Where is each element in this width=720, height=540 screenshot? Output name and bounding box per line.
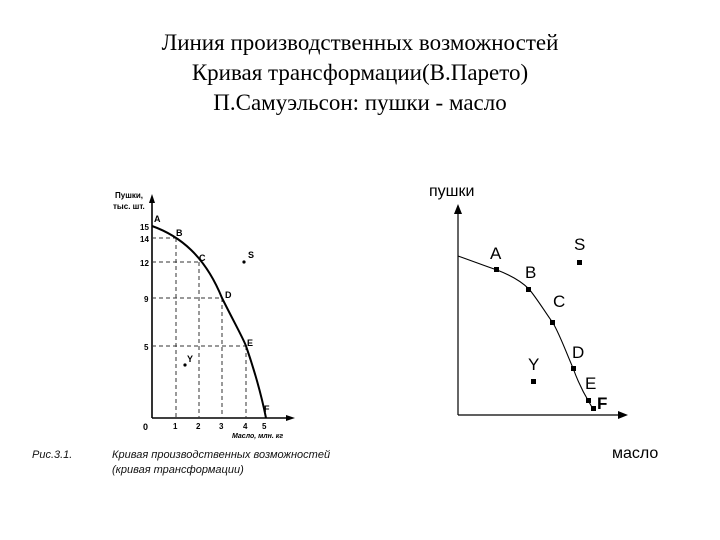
- right-x-arrow: [618, 411, 628, 419]
- left-point-a-label: A: [154, 214, 161, 224]
- right-point-c: [550, 320, 555, 325]
- left-y-axis-label-1: Пушки,: [115, 191, 144, 200]
- right-point-f: [591, 406, 596, 411]
- right-point-a-label: A: [490, 244, 502, 263]
- left-y-tick-5: 5: [144, 343, 149, 352]
- right-point-a: [494, 267, 499, 272]
- left-x-axis-label: Масло, млн. кг: [232, 433, 284, 440]
- right-point-b: [526, 287, 531, 292]
- left-x-arrow: [286, 415, 295, 421]
- left-y-tick-15: 15: [140, 223, 149, 232]
- left-origin-label: 0: [143, 422, 149, 432]
- left-x-tick-1: 1: [173, 422, 178, 431]
- right-point-y-label: Y: [528, 355, 540, 374]
- figure-caption-line-1: Кривая производственных возможностей: [112, 449, 331, 461]
- right-y-arrow: [454, 204, 462, 214]
- figure-caption-number: Рис.3.1.: [32, 449, 73, 461]
- left-y-tick-12: 12: [140, 259, 149, 268]
- right-point-b-label: B: [525, 263, 537, 282]
- right-point-y: [531, 379, 536, 384]
- right-point-f-label: F: [597, 394, 608, 413]
- left-dashed-grid: [152, 238, 246, 418]
- left-x-tick-5: 5: [262, 422, 267, 431]
- title-line-2: Кривая трансформации(В.Парето): [191, 60, 529, 85]
- left-point-c-label: C: [199, 253, 206, 263]
- right-point-s: [577, 260, 582, 265]
- right-point-c-label: C: [553, 292, 566, 311]
- left-point-e-label: E: [247, 338, 254, 348]
- left-ppf-chart: [113, 191, 295, 440]
- right-x-axis-label: масло: [612, 445, 659, 462]
- left-point-y-label: Y: [187, 354, 194, 364]
- right-point-d-label: D: [572, 343, 585, 362]
- left-y-tick-14: 14: [140, 235, 149, 244]
- left-x-tick-3: 3: [219, 422, 224, 431]
- left-y-tick-9: 9: [144, 295, 149, 304]
- right-point-e-label: E: [585, 374, 597, 393]
- figure-caption-line-2: (кривая трансформации): [112, 464, 244, 476]
- left-point-s-label: S: [248, 250, 255, 260]
- title-line-3: П.Самуэльсон: пушки - масло: [213, 90, 507, 115]
- left-point-b-label: B: [176, 228, 183, 238]
- right-point-e: [586, 398, 591, 403]
- left-x-tick-4: 4: [243, 422, 248, 431]
- left-point-f-label: F: [264, 404, 270, 414]
- left-x-tick-2: 2: [196, 422, 201, 431]
- right-ppf-chart: [429, 183, 658, 462]
- left-point-d-label: D: [225, 290, 232, 300]
- title-line-1: Линия производственных возможностей: [161, 30, 559, 55]
- left-y-axis-label-2: тыс. шт.: [113, 202, 145, 211]
- right-y-axis-label: пушки: [429, 183, 475, 200]
- right-point-s-label: S: [574, 235, 586, 254]
- left-y-arrow: [149, 194, 155, 203]
- left-point-s: [242, 260, 245, 263]
- right-point-d: [571, 366, 576, 371]
